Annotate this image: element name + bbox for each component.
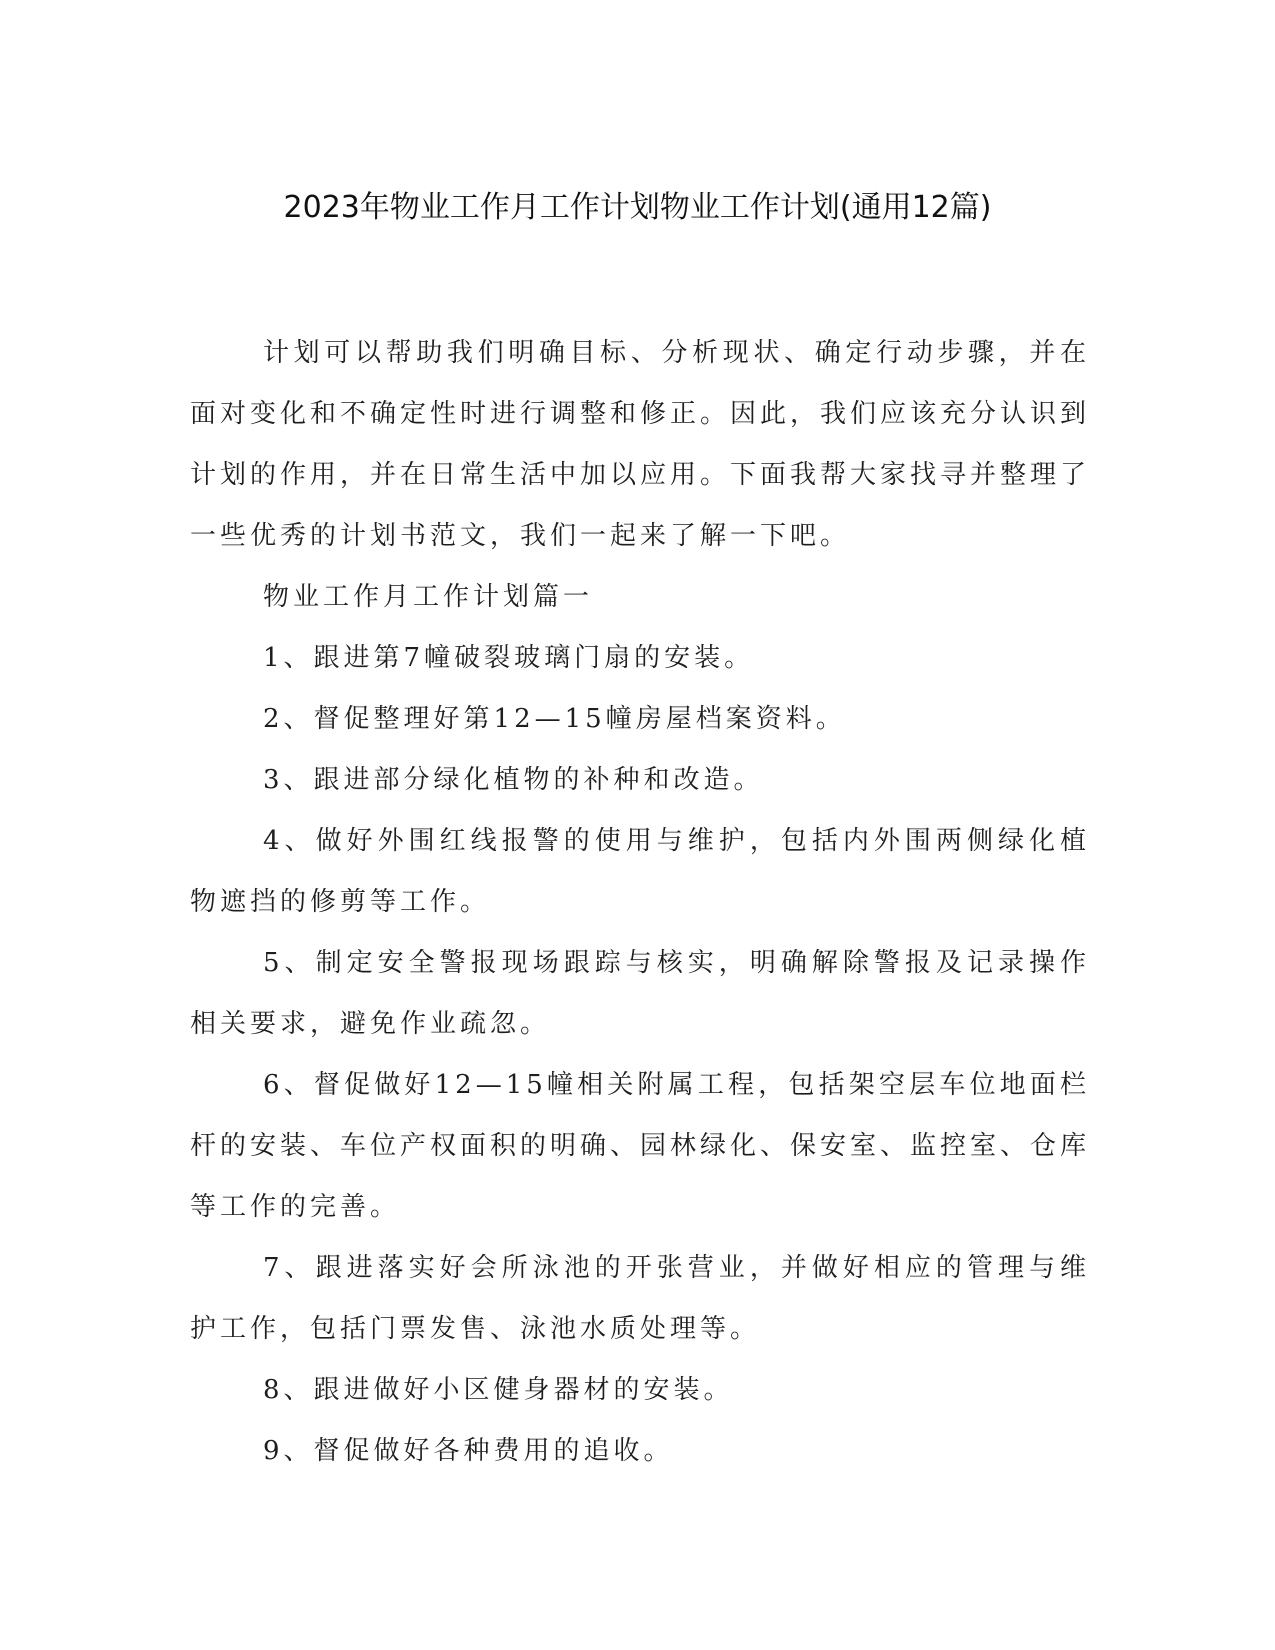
list-item: 6、督促做好12—15幢相关附属工程，包括架空层车位地面栏杆的安装、车位产权面积的明确、园林绿化、保安室、监控室、仓库等工作的完善。: [190, 1070, 1091, 1222]
list-item: 3、跟进部分绿化植物的补种和改造。: [263, 765, 764, 795]
list-item: 7、跟进落实好会所泳池的开张营业，并做好相应的管理与维护工作，包括门票发售、泳池水质处理等。: [190, 1253, 1090, 1344]
list-item: 5、制定安全警报现场跟踪与核实，明确解除警报及记录操作相关要求，避免作业疏忽。: [190, 948, 1090, 1039]
list-item: 4、做好外围红线报警的使用与维护，包括内外围两侧绿化植物遮挡的修剪等工作。: [190, 826, 1090, 917]
list-item: 9、督促做好各种费用的追收。: [263, 1436, 674, 1466]
list-item: 8、跟进做好小区健身器材的安装。: [263, 1375, 734, 1405]
section-heading: 物业工作月工作计划篇一: [263, 582, 594, 612]
list-item: 2、督促整理好第12—15幢房屋档案资料。: [263, 704, 846, 734]
list-item: 1、跟进第7幢破裂玻璃门扇的安装。: [263, 643, 755, 673]
document-body: [190, 323, 1090, 1482]
document-title: 2023年物业工作月工作计划物业工作计划(通用12篇): [283, 190, 992, 225]
intro-paragraph: 计划可以帮助我们明确目标、分析现状、确定行动步骤，并在面对变化和不确定性时进行调整和修正。因此，我们应该充分认识到计划的作用，并在日常生活中加以应用。下面我帮大家找寻并整理了一些优秀的计划书范文，我们一起来了解一下吧。: [190, 338, 1091, 551]
